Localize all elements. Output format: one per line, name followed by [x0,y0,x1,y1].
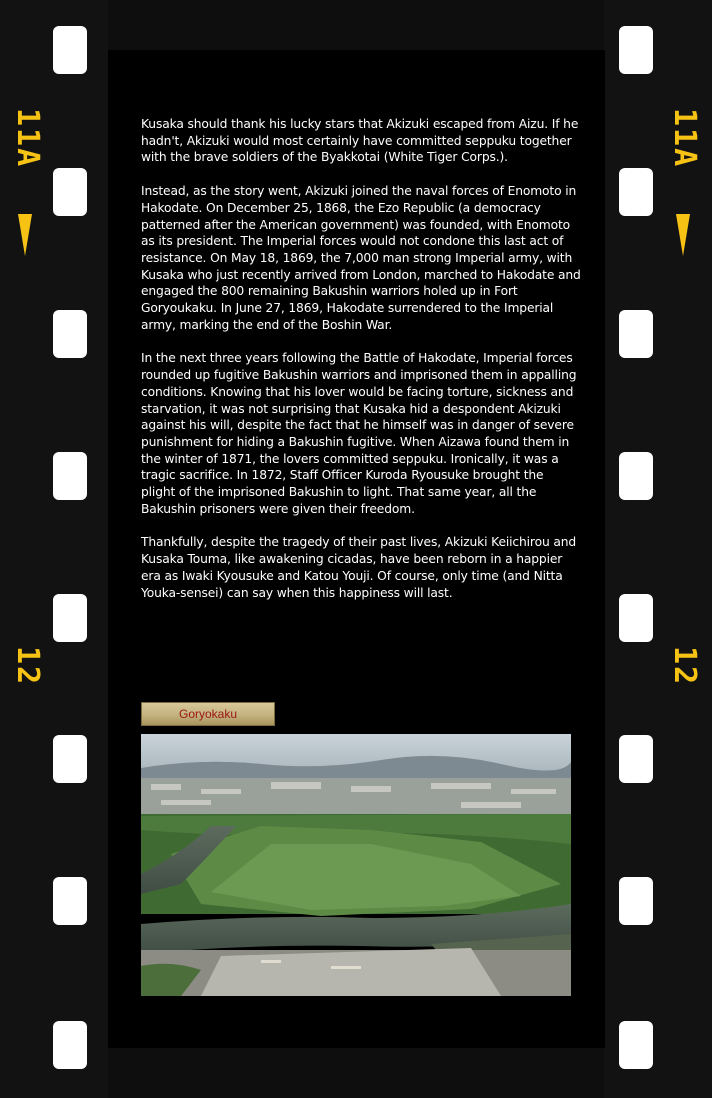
paragraph: Kusaka should thank his lucky stars that Akizuki escaped from Aizu. If he hadn't, Akizuki would most certainly have committed seppuku together with the brave soldiers of the Byakkotai (White Tiger Corps.). [141,117,579,165]
sprocket-hole [53,1021,87,1069]
sprocket-hole [619,26,653,74]
sprocket-hole [619,452,653,500]
frame-number-11a-left: 11A [10,108,45,169]
frame-number-12-left: 12 [10,646,45,687]
sprocket-hole [53,168,87,216]
frame-number-12-right: 12 [667,646,702,687]
sprocket-hole [619,168,653,216]
photo-caption-plate: Goryokaku [141,702,275,726]
sprocket-hole [619,735,653,783]
sprocket-hole [619,1021,653,1069]
sprocket-hole [53,452,87,500]
sprocket-hole [619,877,653,925]
paragraph: In the next three years following the Battle of Hakodate, Imperial forces rounded up fugitive Bakushin warriors and imprisoned them in appalling conditions. Knowing that his lover would be facing torture, sickness and starvation, it was not surprising that Kusaka hid a despondent Akizuki against his will, despite the fact that he himself was in danger of severe punishment for hiding a Bakushin fugitive. When Aizawa found them in the winter of 1871, the lovers committed seppuku. Ironically, it was a tragic sacrifice. In 1872, Staff Officer Kuroda Ryousuke brought the plight of the imprisoned Bakushin to light. That same year, all the Bakushin prisoners were given their freedom. [141,351,577,516]
goryokaku-photo [141,734,571,996]
sprocket-hole [53,735,87,783]
sprocket-hole [53,310,87,358]
sprocket-hole [53,26,87,74]
frame-arrow-icon [676,214,690,256]
article-body [141,116,581,618]
frame-number-11a-right: 11A [667,108,702,169]
paragraph: Instead, as the story went, Akizuki joined the naval forces of Enomoto in Hakodate. On December 25, 1868, the Ezo Republic (a democracy patterned after the American government) was founded, with Enomoto as its president. The Imperial forces would not condone this last act of resistance. On May 18, 1869, the 7,000 man strong Imperial army, with Kusaka who just recently arrived from London, marched to Hakodate and engaged the 800 remaining Bakushin warriors holed up in Fort Goryoukaku. In June 27, 1869, Hakodate surrendered to the Imperial army, marking the end of the Boshin War. [141,184,581,332]
sprocket-hole [53,877,87,925]
frame-arrow-icon [18,214,32,256]
sprocket-hole [619,594,653,642]
sprocket-hole [53,594,87,642]
paragraph: Thankfully, despite the tragedy of their past lives, Akizuki Keiichirou and Kusaka Touma, like awakening cicadas, have been reborn in a happier era as Iwaki Kyousuke and Katou Youji. Of course, only time (and Nitta Youka-sensei) can say when this happiness will last. [141,535,577,600]
sprocket-hole [619,310,653,358]
